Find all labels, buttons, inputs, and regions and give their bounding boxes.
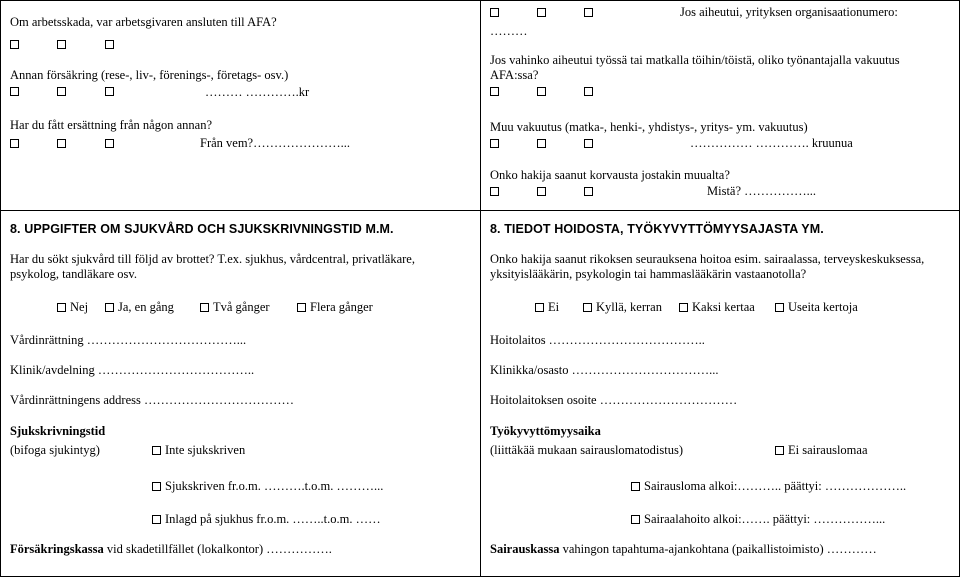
- insurance-office-field-fi[interactable]: Sairauskassa vahingon tapahtuma-ajankohtana (paikallistoimisto) …………: [490, 542, 877, 556]
- column-divider: [480, 0, 481, 577]
- checkbox-icon[interactable]: [631, 515, 640, 524]
- other-insurance-amount-line: ……… ………….kr: [205, 85, 310, 99]
- checkbox-icon[interactable]: [775, 303, 784, 312]
- clinic-field-fi[interactable]: Klinikka/osasto ……………………………...: [490, 363, 719, 377]
- top-border: [0, 0, 960, 1]
- care-option-twice[interactable]: Två gånger: [200, 300, 270, 315]
- afa-checkbox-1[interactable]: [10, 40, 19, 49]
- org-number-question: Jos aiheutui, yrityksen organisaationumero:: [680, 5, 898, 19]
- compensation-question: Har du fått ersättning från någon annan?: [10, 118, 213, 132]
- sick-leave-title-sv: Sjukskrivningstid: [10, 424, 106, 438]
- org-checkbox-1[interactable]: [490, 8, 499, 17]
- care-facility-field[interactable]: Vårdinrättning ………………………………...: [10, 333, 247, 347]
- other-insurance-checkbox-3[interactable]: [105, 87, 114, 96]
- insurance-office-field-sv[interactable]: Försäkringskassa vid skadetillfället (lokalkontor) …………….: [10, 542, 332, 556]
- checkbox-icon[interactable]: [152, 446, 161, 455]
- hospital-period-option-fi[interactable]: Sairaalahoito alkoi:……. päättyi: ……………...: [631, 512, 885, 527]
- compensation-checkbox-2[interactable]: [57, 139, 66, 148]
- sick-leave-sub-sv: (bifoga sjukintyg): [10, 443, 100, 457]
- sick-leave-sub-fi: (liittäkää mukaan sairauslomatodistus): [490, 443, 684, 457]
- other-insurance-question: Annan försäkring (rese-, liv-, förenings-, företags- osv.): [10, 68, 289, 82]
- checkbox-icon[interactable]: [200, 303, 209, 312]
- checkbox-icon[interactable]: [57, 303, 66, 312]
- sick-period-option-fi[interactable]: Sairausloma alkoi:……….. päättyi: ………………..: [631, 479, 906, 494]
- clinic-field[interactable]: Klinik/avdelning ………………………………..: [10, 363, 255, 377]
- care-option-kerran[interactable]: Kyllä, kerran: [583, 300, 662, 315]
- care-facility-field-fi[interactable]: Hoitolaitos ………………………………..: [490, 333, 705, 347]
- care-option-nej[interactable]: Nej: [57, 300, 88, 315]
- hospital-period-option[interactable]: Inlagd på sjukhus fr.o.m. ……..t.o.m. ……: [152, 512, 381, 527]
- compensation-fi-checkbox-3[interactable]: [584, 187, 593, 196]
- section-divider: [0, 210, 960, 211]
- org-checkbox-3[interactable]: [584, 8, 593, 17]
- afa-fi-checkbox-2[interactable]: [537, 87, 546, 96]
- checkbox-icon[interactable]: [152, 482, 161, 491]
- compensation-checkbox-3[interactable]: [105, 139, 114, 148]
- care-option-once[interactable]: Ja, en gång: [105, 300, 174, 315]
- checkbox-icon[interactable]: [152, 515, 161, 524]
- org-number-field: ………: [490, 24, 528, 38]
- not-sick-option[interactable]: Inte sjukskriven: [152, 443, 245, 458]
- left-border: [0, 0, 1, 577]
- checkbox-icon[interactable]: [775, 446, 784, 455]
- care-option-many[interactable]: Flera gånger: [297, 300, 373, 315]
- care-question-sv-2: psykolog, tandläkare osv.: [10, 267, 137, 281]
- checkbox-icon[interactable]: [631, 482, 640, 491]
- afa-fi-checkbox-3[interactable]: [584, 87, 593, 96]
- not-sick-option-fi[interactable]: Ei sairauslomaa: [775, 443, 868, 458]
- care-question-fi-2: yksityislääkärin, psykologin tai hammaslääkärin vastaanotolla?: [490, 267, 807, 281]
- checkbox-icon[interactable]: [105, 303, 114, 312]
- checkbox-icon[interactable]: [297, 303, 306, 312]
- other-insurance-fi-checkbox-3[interactable]: [584, 139, 593, 148]
- care-option-kaksi[interactable]: Kaksi kertaa: [679, 300, 755, 315]
- afa-checkbox-2[interactable]: [57, 40, 66, 49]
- checkbox-icon[interactable]: [583, 303, 592, 312]
- org-checkbox-2[interactable]: [537, 8, 546, 17]
- checkbox-icon[interactable]: [535, 303, 544, 312]
- other-insurance-fi-checkbox-2[interactable]: [537, 139, 546, 148]
- compensation-from-field: Från vem?…………………...: [200, 136, 350, 150]
- sick-leave-title-fi: Työkyvyttömyysaika: [490, 424, 601, 438]
- checkbox-icon[interactable]: [679, 303, 688, 312]
- other-insurance-amount-line-fi: …………… …………. kruunua: [690, 136, 853, 150]
- sick-period-option[interactable]: Sjukskriven fr.o.m. ……….t.o.m. ………...: [152, 479, 383, 494]
- facility-address-field[interactable]: Vårdinrättningens address ………………………………: [10, 393, 294, 407]
- afa-question-fi-1: Jos vahinko aiheutui työssä tai matkalla töihin/töistä, oliko työnantajalla vakuutus: [490, 53, 900, 67]
- other-insurance-fi-checkbox-1[interactable]: [490, 139, 499, 148]
- other-insurance-question-fi: Muu vakuutus (matka-, henki-, yhdistys-, yritys- ym. vakuutus): [490, 120, 808, 134]
- other-insurance-checkbox-1[interactable]: [10, 87, 19, 96]
- section-heading-sv: 8. UPPGIFTER OM SJUKVÅRD OCH SJUKSKRIVNINGSTID M.M.: [10, 222, 394, 236]
- care-option-ei[interactable]: Ei: [535, 300, 559, 315]
- afa-question: Om arbetsskada, var arbetsgivaren ansluten till AFA?: [10, 15, 277, 29]
- compensation-question-fi: Onko hakija saanut korvausta jostakin muualta?: [490, 168, 730, 182]
- facility-address-field-fi[interactable]: Hoitolaitoksen osoite ……………………………: [490, 393, 738, 407]
- compensation-checkbox-1[interactable]: [10, 139, 19, 148]
- care-question-sv-1: Har du sökt sjukvård till följd av brottet? T.ex. sjukhus, vårdcentral, privatläkare,: [10, 252, 415, 266]
- compensation-fi-checkbox-2[interactable]: [537, 187, 546, 196]
- care-question-fi-1: Onko hakija saanut rikoksen seurauksena hoitoa esim. sairaalassa, terveyskeskuksessa,: [490, 252, 925, 266]
- other-insurance-checkbox-2[interactable]: [57, 87, 66, 96]
- compensation-from-field-fi: Mistä? ……………...: [707, 184, 817, 198]
- afa-fi-checkbox-1[interactable]: [490, 87, 499, 96]
- care-option-useita[interactable]: Useita kertoja: [775, 300, 858, 315]
- afa-checkbox-3[interactable]: [105, 40, 114, 49]
- compensation-fi-checkbox-1[interactable]: [490, 187, 499, 196]
- afa-question-fi-2: AFA:ssa?: [490, 68, 539, 82]
- section-heading-fi: 8. TIEDOT HOIDOSTA, TYÖKYVYTTÖMYYSAJASTA YM.: [490, 222, 824, 236]
